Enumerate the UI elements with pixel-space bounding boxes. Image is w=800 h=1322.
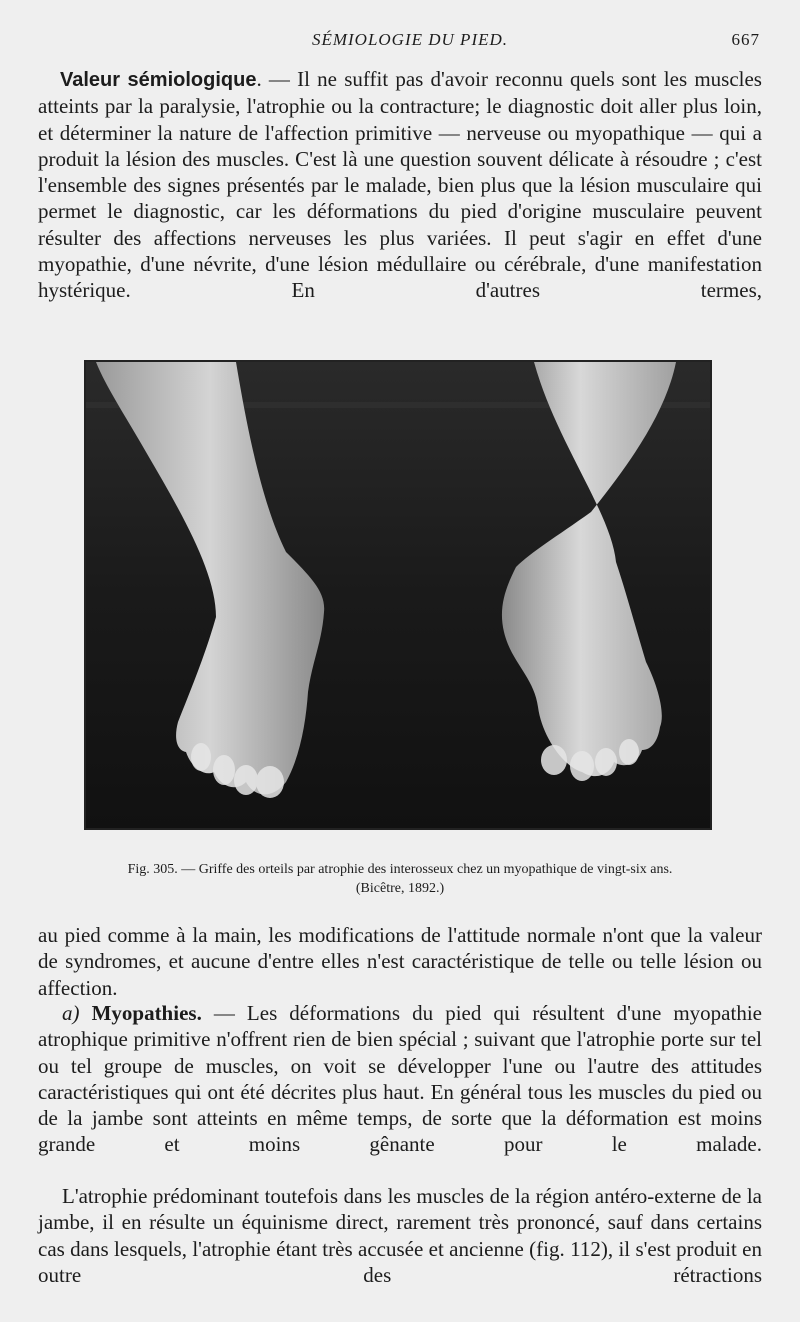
caption-line-2: (Bicêtre, 1892.) [355, 881, 445, 896]
paragraph-myopathies [38, 1000, 762, 1158]
paragraph-text: au pied comme à la main, les modifications de l'attitude normale n'ont que la valeur de syndromes, et aucune d'entre elles n'est caractéristique de telle ou telle lésion ou affection. [38, 923, 762, 1000]
paragraph-text: — Les déformations du pied qui résultent d'une myopathie atrophique primitive n'offrent rien de bien spécial ; suivant que l'atrophie porte sur tel ou tel groupe de muscles, on voit se développer l'une ou l'autre des attitudes caractéristiques qui ont été décrites plus haut. En général tous les muscles du pied ou de la jambe sont atteints en même temps, de sorte que la déformation est moins grande et moins gênante pour le malade. [38, 1001, 762, 1157]
feet-photo-illustration [86, 362, 710, 828]
photograph-feet [84, 360, 712, 830]
subsection-heading: Myopathies. [91, 1001, 202, 1025]
figure-caption [40, 860, 760, 898]
page-number: 667 [731, 30, 760, 49]
paragraph-atrophie [38, 1183, 762, 1288]
running-title: SÉMIOLOGIE DU PIED. [311, 30, 509, 49]
page-header [60, 30, 760, 54]
paragraph-text: . — Il ne suffit pas d'avoir reconnu quels sont les muscles atteints par la paralysie, l'atrophie ou la contracture; le diagnostic doit aller plus loin, et déterminer la nature de l'affection primitive — nerveuse ou myopathique — qui a produit la lésion des muscles. C'est là une question souvent délicate à résoudre ; c'est l'ensemble des signes présentés par le malade, bien plus que la lésion musculaire qui permet le diagnostic, car les déformations du pied d'origine musculaire peuvent résulter des affections nerveuses les plus variées. Il peut s'agir en effet d'une myopathie, d'une névrite, d'une lésion médullaire ou cérébrale, d'une manifestation hystérique. En d'autres termes, [38, 67, 762, 303]
paragraph-syndromes [38, 922, 762, 1001]
paragraph-text: L'atrophie prédominant toutefois dans les muscles de la région antéro-externe de la jambe, il en résulte un équinisme direct, rarement très prononcé, sauf dans certains cas dans lesquels, l'atrophie étant très accusée et ancienne (fig. 112), il s'est produit en outre des rétractions [38, 1184, 762, 1287]
caption-line-1: Fig. 305. — Griffe des orteils par atrophie des interosseux chez un myopathique de vingt-six ans. [127, 862, 673, 877]
paragraph-valeur-semiologique [38, 66, 762, 304]
list-label: a) [62, 1001, 80, 1025]
section-run-in-heading: Valeur sémiologique [60, 69, 257, 91]
